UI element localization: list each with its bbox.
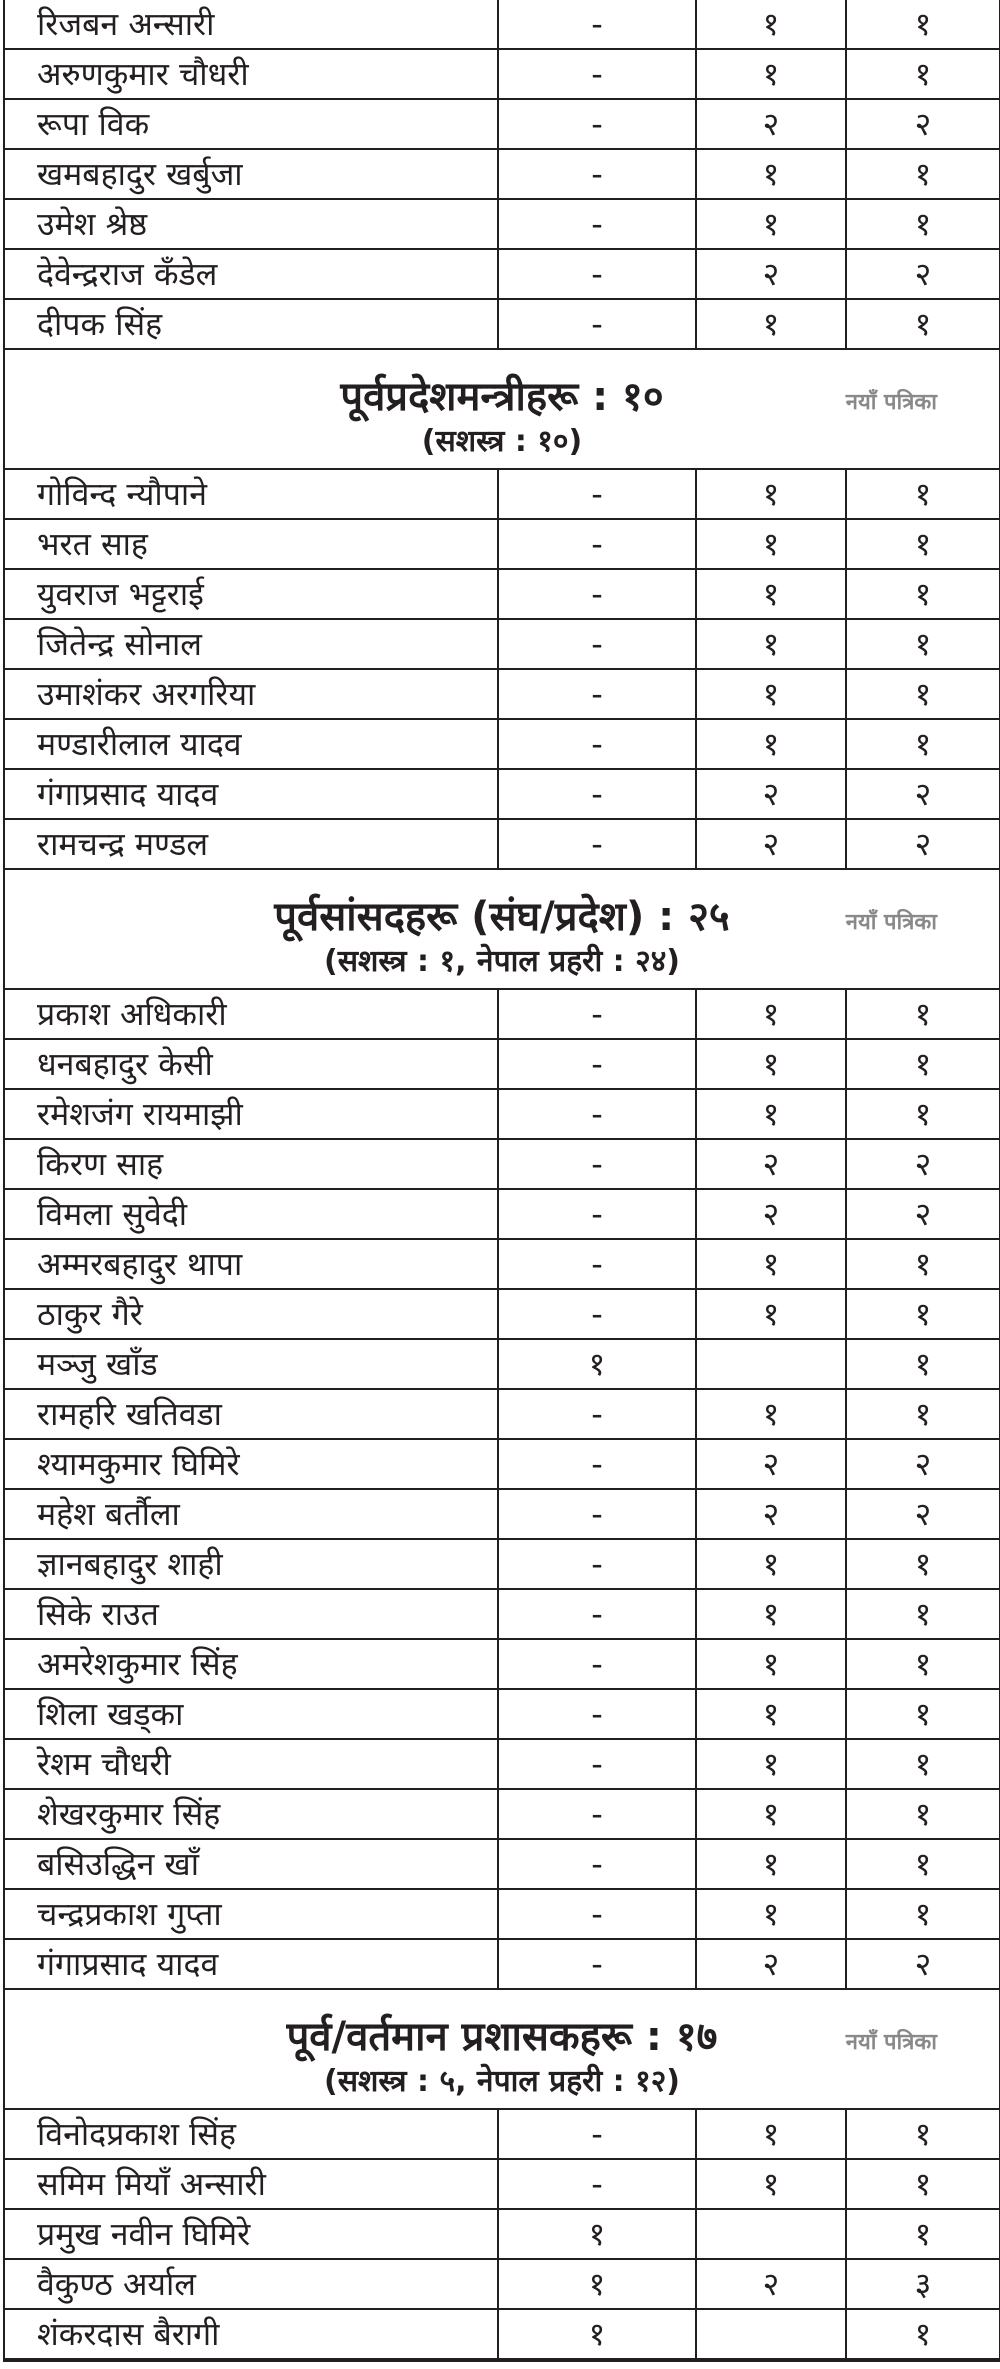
count-cell-1: - <box>498 1589 696 1639</box>
count-cell-2: १ <box>696 719 846 769</box>
table-row <box>5 769 999 819</box>
count-cell-2: १ <box>696 1589 846 1639</box>
section-heading-cell <box>5 869 999 989</box>
table-row <box>5 1139 999 1189</box>
count-cell-1: - <box>498 769 696 819</box>
count-cell-2: १ <box>696 1389 846 1439</box>
count-cell-2: १ <box>696 519 846 569</box>
section-heading <box>5 1989 999 2109</box>
count-cell-total: १ <box>846 519 999 569</box>
count-cell-1: - <box>498 249 696 299</box>
count-cell-2: १ <box>696 469 846 519</box>
count-cell-total: १ <box>846 199 999 249</box>
count-cell-1: १ <box>498 1339 696 1389</box>
table-row <box>5 1189 999 1239</box>
count-cell-1: - <box>498 1039 696 1089</box>
count-cell-total: २ <box>846 1939 999 1989</box>
table-row <box>5 2259 999 2309</box>
count-cell-total: १ <box>846 569 999 619</box>
count-cell-1: १ <box>498 2209 696 2259</box>
count-cell-1: - <box>498 1839 696 1889</box>
publication-watermark: नयाँ पत्रिका <box>845 2030 937 2055</box>
count-cell-2: १ <box>696 669 846 719</box>
count-cell-total: २ <box>846 1439 999 1489</box>
person-name-cell: शिला खड्का <box>5 1689 498 1739</box>
person-name-cell: गंगाप्रसाद यादव <box>5 769 498 819</box>
section-subtitle: (सशस्त्र : ५, नेपाल प्रहरी : १२) <box>323 2064 681 2099</box>
person-name-cell: रूपा विक <box>5 99 498 149</box>
table-row <box>5 619 999 669</box>
count-cell-1: - <box>498 1689 696 1739</box>
count-cell-1: - <box>498 0 696 49</box>
count-cell-1: - <box>498 1139 696 1189</box>
person-name-cell: रमेशजंग रायमाझी <box>5 1089 498 1139</box>
table-row <box>5 49 999 99</box>
count-cell-total: १ <box>846 1039 999 1089</box>
count-cell-1: - <box>498 1489 696 1539</box>
count-cell-total: १ <box>846 49 999 99</box>
table-row <box>5 99 999 149</box>
count-cell-total: १ <box>846 1589 999 1639</box>
person-name-cell: वैकुण्ठ अर्याल <box>5 2259 498 2309</box>
count-cell-2: १ <box>696 2159 846 2209</box>
count-cell-1: - <box>498 619 696 669</box>
person-name-cell: चन्द्रप्रकाश गुप्ता <box>5 1889 498 1939</box>
person-name-cell: खमबहादुर खर्बुजा <box>5 149 498 199</box>
count-cell-total: १ <box>846 1089 999 1139</box>
person-name-cell: सिके राउत <box>5 1589 498 1639</box>
publication-watermark: नयाँ पत्रिका <box>845 390 937 415</box>
count-cell-2 <box>696 1339 846 1389</box>
count-cell-2: २ <box>696 99 846 149</box>
count-cell-total: १ <box>846 2159 999 2209</box>
person-name-cell: बसिउद्धिन खाँ <box>5 1839 498 1889</box>
count-cell-1: - <box>498 669 696 719</box>
count-cell-total: १ <box>846 1339 999 1389</box>
count-cell-total: १ <box>846 149 999 199</box>
count-cell-2: १ <box>696 1689 846 1739</box>
count-cell-total: १ <box>846 2309 999 2359</box>
table-row <box>5 1889 999 1939</box>
count-cell-2: २ <box>696 1489 846 1539</box>
person-name-cell: मण्डारीलाल यादव <box>5 719 498 769</box>
count-cell-1: - <box>498 1389 696 1439</box>
count-cell-2: १ <box>696 1039 846 1089</box>
person-name-cell: प्रमुख नवीन घिमिरे <box>5 2209 498 2259</box>
count-cell-2: २ <box>696 249 846 299</box>
person-name-cell: रेशम चौधरी <box>5 1739 498 1789</box>
publication-watermark: नयाँ पत्रिका <box>845 910 937 935</box>
count-cell-total: २ <box>846 1139 999 1189</box>
count-cell-2: २ <box>696 819 846 869</box>
person-name-cell: दीपक सिंह <box>5 299 498 349</box>
table-row <box>5 2109 999 2159</box>
count-cell-total: १ <box>846 299 999 349</box>
count-cell-total: ३ <box>846 2259 999 2309</box>
count-cell-total: १ <box>846 619 999 669</box>
count-cell-2: १ <box>696 1539 846 1589</box>
section-title: पूर्वप्रदेशमन्त्रीहरू : १० <box>340 374 664 420</box>
person-name-cell: ज्ञानबहादुर शाही <box>5 1539 498 1589</box>
section-subtitle: (सशस्त्र : १, नेपाल प्रहरी : २४) <box>323 944 681 979</box>
count-cell-total: १ <box>846 1839 999 1889</box>
table-row <box>5 1039 999 1089</box>
count-cell-1: - <box>498 199 696 249</box>
table-row <box>5 0 999 49</box>
table-row <box>5 249 999 299</box>
table-row <box>5 1789 999 1839</box>
count-cell-2: १ <box>696 49 846 99</box>
count-cell-total: २ <box>846 769 999 819</box>
count-cell-1: - <box>498 819 696 869</box>
count-cell-2: १ <box>696 569 846 619</box>
count-cell-total: १ <box>846 1639 999 1689</box>
table-row <box>5 149 999 199</box>
count-cell-2 <box>696 2309 846 2359</box>
count-cell-2: १ <box>696 1739 846 1789</box>
count-cell-1: - <box>498 1739 696 1789</box>
count-cell-1: - <box>498 99 696 149</box>
table-row <box>5 1439 999 1489</box>
count-cell-1: - <box>498 1539 696 1589</box>
table-row <box>5 2159 999 2209</box>
count-cell-1: - <box>498 519 696 569</box>
person-name-cell: अरुणकुमार चौधरी <box>5 49 498 99</box>
table-row <box>5 819 999 869</box>
count-cell-1: - <box>498 1639 696 1689</box>
count-cell-1: - <box>498 149 696 199</box>
count-cell-total: १ <box>846 989 999 1039</box>
person-name-cell: महेश बर्तौला <box>5 1489 498 1539</box>
count-cell-1: - <box>498 2109 696 2159</box>
person-name-cell: विनोदप्रकाश सिंह <box>5 2109 498 2159</box>
table-row <box>5 1089 999 1139</box>
count-cell-1: - <box>498 569 696 619</box>
count-cell-1: - <box>498 1289 696 1339</box>
table-row <box>5 989 999 1039</box>
person-name-cell: रिजबन अन्सारी <box>5 0 498 49</box>
person-name-cell: प्रकाश अधिकारी <box>5 989 498 1039</box>
table-row <box>5 1339 999 1389</box>
count-cell-total: २ <box>846 1189 999 1239</box>
table-row <box>5 1739 999 1789</box>
table-row <box>5 1689 999 1739</box>
person-name-cell: रामहरि खतिवडा <box>5 1389 498 1439</box>
count-cell-2: २ <box>696 1939 846 1989</box>
section-title: पूर्वसांसदहरू (संघ/प्रदेश) : २५ <box>274 894 730 940</box>
count-cell-2: १ <box>696 1639 846 1689</box>
count-cell-total: १ <box>846 1289 999 1339</box>
count-cell-total: १ <box>846 1889 999 1939</box>
person-name-cell: धनबहादुर केसी <box>5 1039 498 1089</box>
count-cell-total: २ <box>846 99 999 149</box>
count-cell-1: - <box>498 1439 696 1489</box>
count-cell-2: २ <box>696 769 846 819</box>
count-cell-total: १ <box>846 1789 999 1839</box>
section-subtitle: (सशस्त्र : १०) <box>421 424 583 459</box>
count-cell-1: - <box>498 1939 696 1989</box>
table-row <box>5 1939 999 1989</box>
count-cell-total: १ <box>846 1739 999 1789</box>
count-cell-2: २ <box>696 1189 846 1239</box>
count-cell-total: २ <box>846 819 999 869</box>
person-name-cell: अम्मरबहादुर थापा <box>5 1239 498 1289</box>
person-name-cell: रामचन्द्र मण्डल <box>5 819 498 869</box>
table-row <box>5 719 999 769</box>
count-cell-2: १ <box>696 199 846 249</box>
table-row <box>5 569 999 619</box>
table-row <box>5 199 999 249</box>
table-row <box>5 1539 999 1589</box>
table-row <box>5 1589 999 1639</box>
count-cell-2: २ <box>696 1139 846 1189</box>
person-name-cell: गोविन्द न्यौपाने <box>5 469 498 519</box>
table-row <box>5 1489 999 1539</box>
section-heading <box>5 349 999 469</box>
count-cell-2: १ <box>696 149 846 199</box>
person-name-cell: जितेन्द्र सोनाल <box>5 619 498 669</box>
person-name-cell: भरत साह <box>5 519 498 569</box>
count-cell-total: १ <box>846 2209 999 2259</box>
person-name-cell: श्यामकुमार घिमिरे <box>5 1439 498 1489</box>
count-cell-total: १ <box>846 1539 999 1589</box>
count-cell-1: - <box>498 1889 696 1939</box>
count-cell-total: १ <box>846 469 999 519</box>
count-cell-2: २ <box>696 1439 846 1489</box>
count-cell-total: २ <box>846 1489 999 1539</box>
person-name-cell: अमरेशकुमार सिंह <box>5 1639 498 1689</box>
count-cell-1: १ <box>498 2259 696 2309</box>
table-row <box>5 2309 999 2359</box>
person-name-cell: उमेश श्रेष्ठ <box>5 199 498 249</box>
count-cell-total: १ <box>846 669 999 719</box>
table-row <box>5 2209 999 2259</box>
count-cell-1: - <box>498 989 696 1039</box>
table-row <box>5 519 999 569</box>
count-cell-total: २ <box>846 249 999 299</box>
person-name-cell: मञ्जु खाँड <box>5 1339 498 1389</box>
table-row <box>5 299 999 349</box>
person-name-cell: शंकरदास बैरागी <box>5 2309 498 2359</box>
table-body <box>5 0 999 2359</box>
person-name-cell: शेखरकुमार सिंह <box>5 1789 498 1839</box>
person-name-cell: देवेन्द्रराज कँडेल <box>5 249 498 299</box>
person-name-cell: समिम मियाँ अन्सारी <box>5 2159 498 2209</box>
count-cell-1: - <box>498 1189 696 1239</box>
count-cell-total: १ <box>846 719 999 769</box>
count-cell-total: १ <box>846 1689 999 1739</box>
section-title: पूर्व/वर्तमान प्रशासकहरू : १७ <box>286 2014 718 2060</box>
person-name-cell: उमाशंकर अरगरिया <box>5 669 498 719</box>
table-row <box>5 1639 999 1689</box>
count-cell-1: - <box>498 719 696 769</box>
count-cell-1: - <box>498 49 696 99</box>
count-cell-total: १ <box>846 2109 999 2159</box>
person-name-cell: किरण साह <box>5 1139 498 1189</box>
section-heading-cell <box>5 349 999 469</box>
count-cell-2 <box>696 2209 846 2259</box>
count-cell-2: २ <box>696 2259 846 2309</box>
count-cell-2: १ <box>696 299 846 349</box>
person-name-cell: विमला सुवेदी <box>5 1189 498 1239</box>
count-cell-total: १ <box>846 1389 999 1439</box>
security-allocation-table <box>3 0 1000 2362</box>
table-row <box>5 469 999 519</box>
person-name-cell: युवराज भट्टराई <box>5 569 498 619</box>
count-cell-2: १ <box>696 619 846 669</box>
count-cell-2: १ <box>696 1789 846 1839</box>
section-heading <box>5 869 999 989</box>
count-cell-1: - <box>498 1789 696 1839</box>
section-heading-cell <box>5 1989 999 2109</box>
count-cell-2: १ <box>696 1239 846 1289</box>
count-cell-2: १ <box>696 1889 846 1939</box>
count-cell-1: - <box>498 469 696 519</box>
person-name-cell: गंगाप्रसाद यादव <box>5 1939 498 1989</box>
count-cell-2: १ <box>696 1839 846 1889</box>
count-cell-2: १ <box>696 1289 846 1339</box>
table-row <box>5 669 999 719</box>
count-cell-1: - <box>498 299 696 349</box>
count-cell-1: - <box>498 1239 696 1289</box>
count-cell-1: - <box>498 2159 696 2209</box>
count-cell-total: १ <box>846 0 999 49</box>
count-cell-1: १ <box>498 2309 696 2359</box>
table-row <box>5 1289 999 1339</box>
count-cell-2: १ <box>696 2109 846 2159</box>
person-name-cell: ठाकुर गैरे <box>5 1289 498 1339</box>
count-cell-2: १ <box>696 0 846 49</box>
table-row <box>5 1239 999 1289</box>
count-cell-total: १ <box>846 1239 999 1289</box>
count-cell-2: १ <box>696 1089 846 1139</box>
data-table <box>5 0 999 2360</box>
count-cell-1: - <box>498 1089 696 1139</box>
count-cell-2: १ <box>696 989 846 1039</box>
table-row <box>5 1839 999 1889</box>
table-row <box>5 1389 999 1439</box>
